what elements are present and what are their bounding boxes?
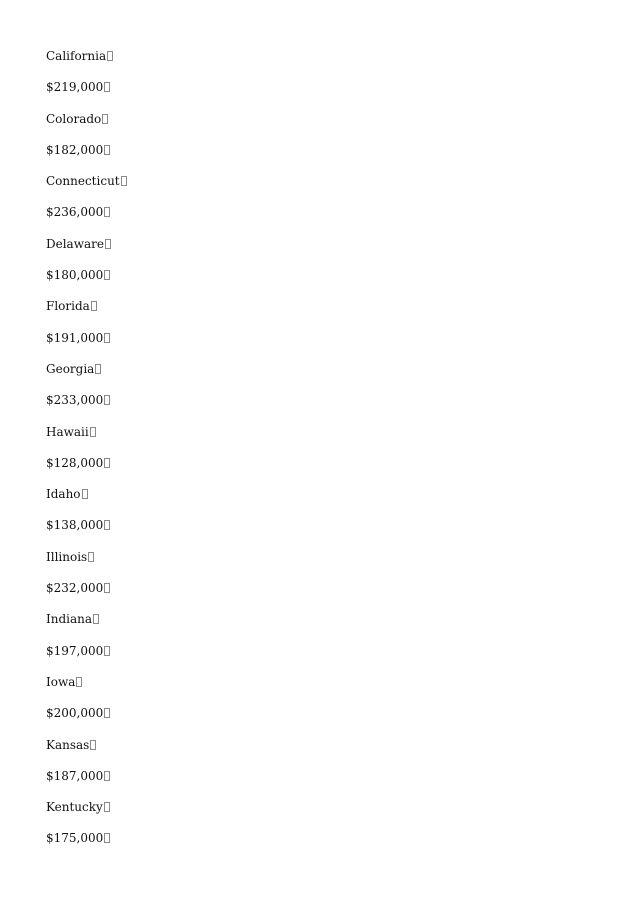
document-line: [46, 830, 606, 861]
document-body: [46, 48, 606, 862]
document-line: [46, 79, 606, 110]
line-text: Iowa: [46, 674, 76, 689]
line-text: $187,000: [46, 768, 104, 783]
document-line: [46, 298, 606, 329]
line-end-glyph-icon: [121, 176, 127, 186]
document-line: [46, 267, 606, 298]
document-line: [46, 236, 606, 267]
line-text: $233,000: [46, 393, 104, 408]
document-line: [46, 173, 606, 204]
line-end-glyph-icon: [104, 802, 110, 812]
line-end-glyph-icon: [104, 145, 110, 155]
line-end-glyph-icon: [104, 771, 110, 781]
line-text: Colorado: [46, 111, 102, 126]
line-end-glyph-icon: [104, 82, 110, 92]
line-text: Connecticut: [46, 174, 120, 189]
document-line: [46, 580, 606, 611]
document-line: [46, 204, 606, 235]
line-text: $236,000: [46, 205, 104, 220]
line-end-glyph-icon: [104, 207, 110, 217]
line-text: $197,000: [46, 643, 104, 658]
line-text: $191,000: [46, 330, 104, 345]
line-text: Kansas: [46, 737, 90, 752]
line-text: Kentucky: [46, 800, 103, 815]
line-end-glyph-icon: [104, 270, 110, 280]
line-end-glyph-icon: [105, 239, 111, 249]
line-text: $182,000: [46, 142, 104, 157]
line-text: $128,000: [46, 455, 104, 470]
document-line: [46, 737, 606, 768]
line-end-glyph-icon: [104, 833, 110, 843]
line-text: Hawaii: [46, 424, 89, 439]
line-text: Illinois: [46, 549, 88, 564]
document-line: [46, 674, 606, 705]
line-text: $200,000: [46, 706, 104, 721]
document-line: [46, 48, 606, 79]
document-line: [46, 330, 606, 361]
line-text: $175,000: [46, 831, 104, 846]
line-end-glyph-icon: [104, 333, 110, 343]
document-line: [46, 455, 606, 486]
line-text: California: [46, 49, 107, 63]
document-line: [46, 361, 606, 392]
document-line: [46, 643, 606, 674]
line-end-glyph-icon: [104, 708, 110, 718]
line-end-glyph-icon: [107, 51, 113, 61]
document-line: [46, 392, 606, 423]
line-end-glyph-icon: [102, 114, 108, 124]
line-end-glyph-icon: [88, 552, 94, 562]
line-end-glyph-icon: [90, 427, 96, 437]
line-text: Delaware: [46, 236, 104, 251]
line-end-glyph-icon: [104, 583, 110, 593]
line-end-glyph-icon: [104, 520, 110, 530]
document-line: [46, 705, 606, 736]
line-text: Georgia: [46, 361, 95, 376]
document-line: [46, 486, 606, 517]
line-text: Idaho: [46, 487, 81, 502]
document-line: [46, 517, 606, 548]
line-end-glyph-icon: [93, 614, 99, 624]
line-text: $180,000: [46, 268, 104, 283]
line-end-glyph-icon: [91, 301, 97, 311]
line-end-glyph-icon: [90, 740, 96, 750]
line-text: $138,000: [46, 518, 104, 533]
document-line: [46, 611, 606, 642]
line-end-glyph-icon: [82, 489, 88, 499]
document-line: [46, 111, 606, 142]
document-line: [46, 142, 606, 173]
document-line: [46, 424, 606, 455]
line-end-glyph-icon: [104, 395, 110, 405]
line-end-glyph-icon: [95, 364, 101, 374]
document-line: [46, 768, 606, 799]
document-line: [46, 549, 606, 580]
line-text: $232,000: [46, 581, 104, 596]
line-end-glyph-icon: [104, 458, 110, 468]
line-text: Florida: [46, 299, 90, 314]
line-end-glyph-icon: [76, 677, 82, 687]
line-text: Indiana: [46, 612, 93, 627]
line-end-glyph-icon: [104, 646, 110, 656]
line-text: $219,000: [46, 80, 104, 95]
document-line: [46, 799, 606, 830]
